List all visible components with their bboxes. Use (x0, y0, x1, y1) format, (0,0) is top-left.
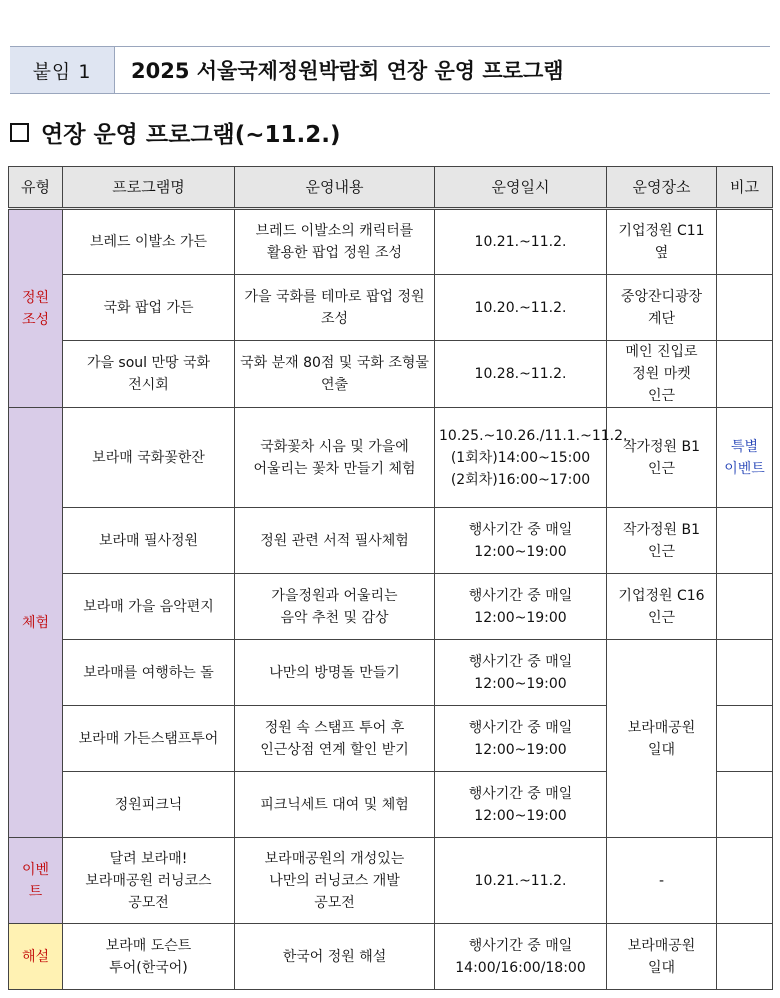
checkbox-bullet-icon (10, 123, 29, 142)
program-note (717, 508, 773, 574)
program-note (717, 341, 773, 408)
program-schedule: 행사기간 중 매일 12:00~19:00 (435, 772, 607, 838)
document-header (10, 46, 770, 94)
table-row (9, 924, 773, 990)
program-location: 보라매공원 일대 (607, 924, 717, 990)
program-schedule: 행사기간 중 매일 12:00~19:00 (435, 706, 607, 772)
program-name: 브레드 이발소 가든 (63, 209, 235, 275)
program-content: 가을 국화를 테마로 팝업 정원 조성 (235, 275, 435, 341)
program-schedule: 행사기간 중 매일 12:00~19:00 (435, 640, 607, 706)
table-row (9, 209, 773, 275)
program-schedule: 10.25.~10.26./11.1.~11.2. (1회차)14:00~15:00 (2회차)16:00~17:00 (435, 408, 607, 508)
program-content: 한국어 정원 해설 (235, 924, 435, 990)
table-row (9, 838, 773, 924)
section-title: 연장 운영 프로그램(~11.2.) (41, 121, 341, 148)
program-name: 보라매 도슨트 투어(한국어) (63, 924, 235, 990)
program-content: 국화 분재 80점 및 국화 조형물 연출 (235, 341, 435, 408)
table-row (9, 640, 773, 706)
column-header-location: 운영장소 (607, 167, 717, 209)
table-header-row (9, 167, 773, 209)
program-name: 보라매 가든스탬프투어 (63, 706, 235, 772)
program-content: 보라매공원의 개성있는 나만의 러닝코스 개발 공모전 (235, 838, 435, 924)
program-content: 피크닉세트 대여 및 체험 (235, 772, 435, 838)
program-content: 나만의 방명돌 만들기 (235, 640, 435, 706)
program-name: 보라매 가을 음악편지 (63, 574, 235, 640)
program-schedule: 10.20.~11.2. (435, 275, 607, 341)
program-location: 기업정원 C11 옆 (607, 209, 717, 275)
program-content: 정원 속 스탬프 투어 후 인근상점 연계 할인 받기 (235, 706, 435, 772)
program-schedule: 10.21.~11.2. (435, 209, 607, 275)
table-row (9, 508, 773, 574)
program-location: 작가정원 B1 인근 (607, 408, 717, 508)
program-schedule: 10.28.~11.2. (435, 341, 607, 408)
column-header-content: 운영내용 (235, 167, 435, 209)
program-name: 정원피크닉 (63, 772, 235, 838)
table-row (9, 341, 773, 408)
table-row (9, 408, 773, 508)
column-header-program: 프로그램명 (63, 167, 235, 209)
program-schedule: 행사기간 중 매일 12:00~19:00 (435, 574, 607, 640)
type-cell-event: 이벤 트 (9, 838, 63, 924)
program-note (717, 706, 773, 772)
program-name: 달려 보라매! 보라매공원 러닝코스 공모전 (63, 838, 235, 924)
column-header-note: 비고 (717, 167, 773, 209)
program-name: 국화 팝업 가든 (63, 275, 235, 341)
program-table (8, 166, 773, 990)
program-location: 메인 진입로 정원 마켓 인근 (607, 341, 717, 408)
program-note-special-event: 특별 이벤트 (717, 408, 773, 508)
type-cell-guide: 해설 (9, 924, 63, 990)
program-name: 보라매 필사정원 (63, 508, 235, 574)
program-note (717, 838, 773, 924)
program-note (717, 574, 773, 640)
document-title: 2025 서울국제정원박람회 연장 운영 프로그램 (131, 59, 564, 83)
type-cell-garden: 정원 조성 (9, 209, 63, 408)
program-content: 국화꽃차 시음 및 가을에 어울리는 꽃차 만들기 체험 (235, 408, 435, 508)
program-note (717, 772, 773, 838)
program-content: 정원 관련 서적 필사체험 (235, 508, 435, 574)
program-location: 기업정원 C16 인근 (607, 574, 717, 640)
program-schedule: 행사기간 중 매일 14:00/16:00/18:00 (435, 924, 607, 990)
attachment-label: 붙임 1 (10, 47, 115, 93)
program-location: - (607, 838, 717, 924)
program-note (717, 924, 773, 990)
program-content: 브레드 이발소의 캐릭터를 활용한 팝업 정원 조성 (235, 209, 435, 275)
program-location: 보라매공원 일대 (607, 640, 717, 838)
program-name: 보라매를 여행하는 돌 (63, 640, 235, 706)
program-schedule: 행사기간 중 매일 12:00~19:00 (435, 508, 607, 574)
table-row (9, 574, 773, 640)
column-header-type: 유형 (9, 167, 63, 209)
program-schedule: 10.21.~11.2. (435, 838, 607, 924)
table-row (9, 275, 773, 341)
type-cell-experience: 체험 (9, 408, 63, 838)
program-content: 가을정원과 어울리는 음악 추천 및 감상 (235, 574, 435, 640)
program-location: 중앙잔디광장 계단 (607, 275, 717, 341)
program-note (717, 209, 773, 275)
program-note (717, 275, 773, 341)
program-location: 작가정원 B1 인근 (607, 508, 717, 574)
column-header-schedule: 운영일시 (435, 167, 607, 209)
program-note (717, 640, 773, 706)
program-name: 가을 soul 만땅 국화 전시회 (63, 341, 235, 408)
section-heading (10, 112, 341, 152)
program-name: 보라매 국화꽃한잔 (63, 408, 235, 508)
